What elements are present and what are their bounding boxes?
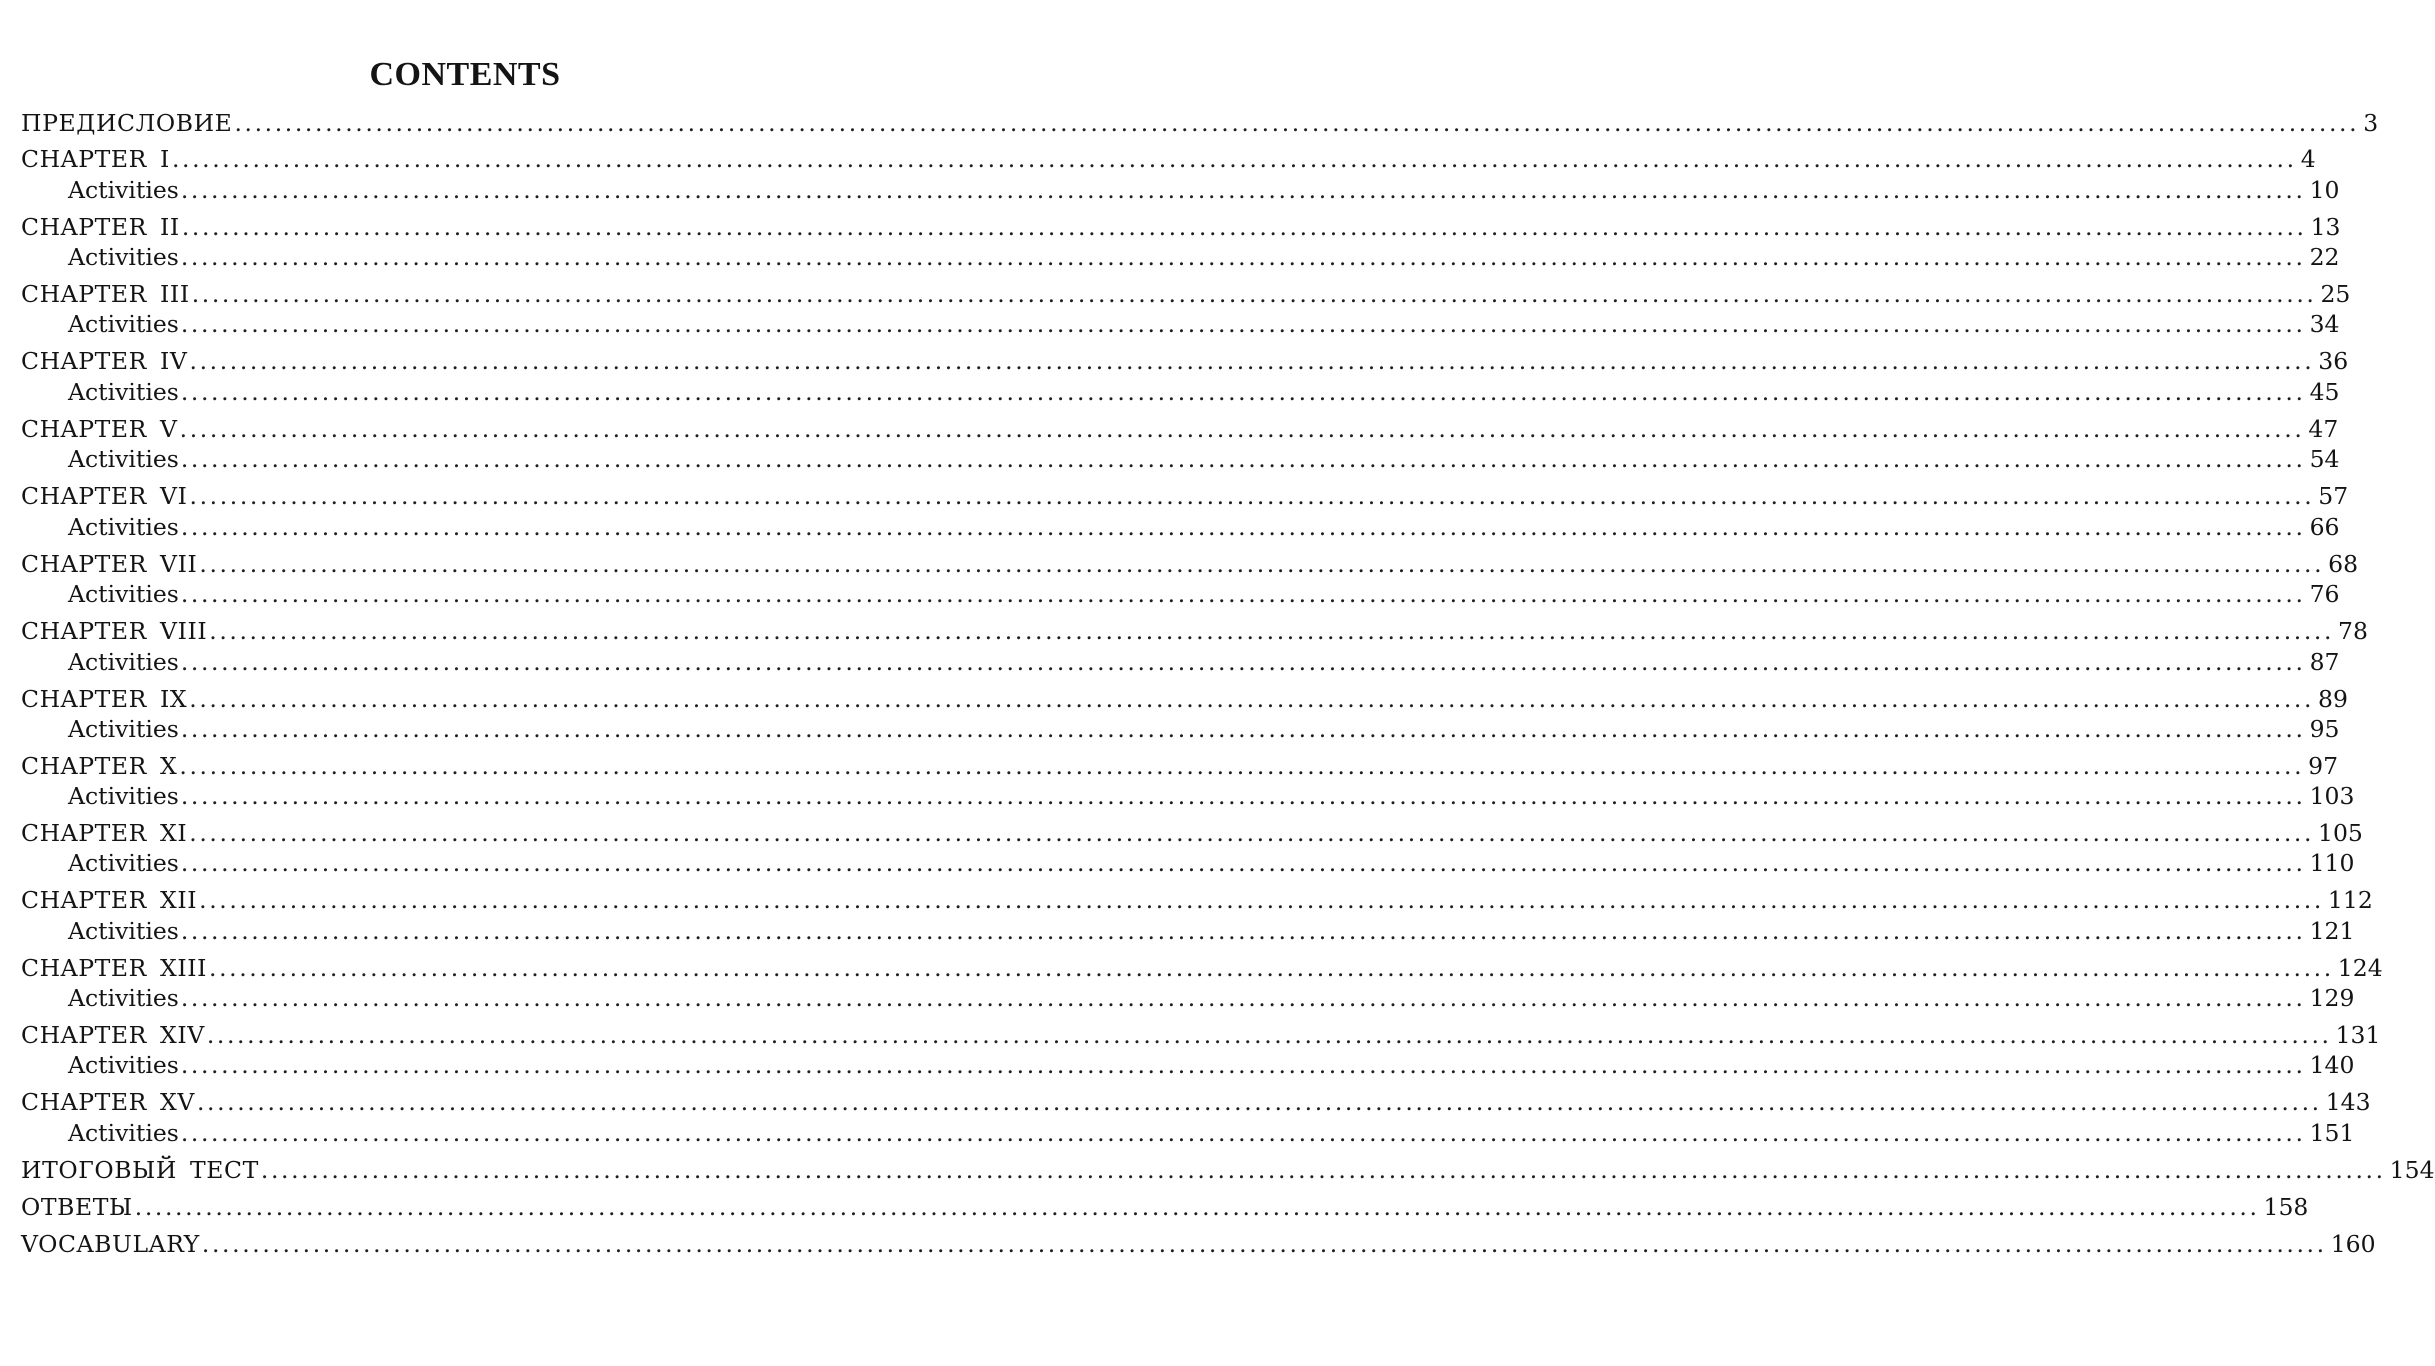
toc-entry-label: Activities xyxy=(68,580,179,608)
toc-entry[interactable] xyxy=(21,143,2316,175)
dot-leader: ................................................................................................................................................................................................................... xyxy=(180,715,2306,743)
toc-entry-label: ИТОГОВЫЙ ТЕСТ xyxy=(21,1156,259,1184)
toc-entry-page-number: 140 xyxy=(2309,1051,2355,1079)
toc-entry-label: ПРЕДИСЛОВИЕ xyxy=(21,109,233,137)
dot-leader: ................................................................................................................................................................................................................... xyxy=(180,1051,2306,1079)
toc-entry-page-number: 160 xyxy=(2330,1230,2376,1258)
toc-entry-label: CHAPTER V xyxy=(21,415,178,443)
toc-entry-activities[interactable] xyxy=(68,443,2340,475)
dot-leader: ................................................................................................................................................................................................................... xyxy=(209,617,2335,645)
toc-entry-label: Activities xyxy=(68,1119,179,1147)
dot-leader: ................................................................................................................................................................................................................... xyxy=(199,550,2325,578)
dot-leader: ................................................................................................................................................................................................................... xyxy=(180,513,2306,541)
toc-entry-page-number: 4 xyxy=(2300,145,2316,173)
dot-leader: ................................................................................................................................................................................................................... xyxy=(179,415,2305,443)
toc-entry-label: Activities xyxy=(68,243,179,271)
toc-entry-page-number: 89 xyxy=(2318,685,2348,713)
toc-entry[interactable] xyxy=(21,211,2341,243)
toc-entry-label: Activities xyxy=(68,378,179,406)
toc-entry-page-number: 87 xyxy=(2309,648,2340,676)
toc-entry-page-number: 22 xyxy=(2309,243,2340,271)
toc-entry-page-number: 3 xyxy=(2363,109,2379,137)
toc-entry-label: CHAPTER III xyxy=(21,280,190,308)
toc-entry[interactable] xyxy=(21,817,2363,849)
toc-entry-page-number: 151 xyxy=(2309,1119,2355,1147)
toc-entry-page-number: 34 xyxy=(2309,310,2340,338)
toc-entry[interactable] xyxy=(21,884,2373,916)
toc-entry-page-number: 47 xyxy=(2308,415,2339,443)
toc-entry-activities[interactable] xyxy=(68,780,2355,812)
toc-entry-label: CHAPTER XV xyxy=(21,1088,195,1116)
toc-entry-page-number: 54 xyxy=(2309,445,2340,473)
toc-entry-activities[interactable] xyxy=(68,174,2340,206)
toc-entry-page-number: 97 xyxy=(2308,752,2339,780)
toc-entry-label: Activities xyxy=(68,445,179,473)
toc-entry-page-number: 124 xyxy=(2337,954,2383,982)
toc-entry-activities[interactable] xyxy=(68,308,2340,340)
dot-leader: ................................................................................................................................................................................................................... xyxy=(189,685,2315,713)
toc-entry-page-number: 36 xyxy=(2318,347,2349,375)
toc-entry[interactable] xyxy=(21,413,2339,445)
toc-entry-label: Activities xyxy=(68,849,179,877)
toc-entry-page-number: 13 xyxy=(2310,213,2341,241)
dot-leader: ................................................................................................................................................................................................................... xyxy=(260,1156,2386,1184)
toc-entry[interactable] xyxy=(21,1019,2381,1051)
toc-entry-label: CHAPTER XIV xyxy=(21,1021,205,1049)
dot-leader: ................................................................................................................................................................................................................... xyxy=(189,347,2315,375)
dot-leader: ................................................................................................................................................................................................................... xyxy=(180,1119,2306,1147)
dot-leader: ................................................................................................................................................................................................................... xyxy=(180,445,2306,473)
dot-leader: ................................................................................................................................................................................................................... xyxy=(180,782,2306,810)
dot-leader: ................................................................................................................................................................................................................... xyxy=(180,648,2306,676)
toc-entry-label: CHAPTER VII xyxy=(21,550,198,578)
toc-entry[interactable] xyxy=(21,278,2351,310)
dot-leader: ................................................................................................................................................................................................................... xyxy=(209,954,2334,982)
toc-entry-label: Activities xyxy=(68,715,179,743)
toc-entry-label: CHAPTER XII xyxy=(21,886,198,914)
toc-entry-label: ОТВЕТЫ xyxy=(21,1193,133,1221)
toc-entry-page-number: 10 xyxy=(2309,176,2340,204)
dot-leader: ................................................................................................................................................................................................................... xyxy=(189,819,2315,847)
toc-entry-activities[interactable] xyxy=(68,713,2340,745)
toc-entry-label: CHAPTER X xyxy=(21,752,178,780)
toc-entry-label: Activities xyxy=(68,917,179,945)
toc-entry[interactable] xyxy=(21,615,2368,647)
toc-entry-label: CHAPTER XIII xyxy=(21,954,208,982)
toc-entry-activities[interactable] xyxy=(68,1049,2355,1081)
dot-leader: ................................................................................................................................................................................................................... xyxy=(180,176,2306,204)
dot-leader: ................................................................................................................................................................................................................... xyxy=(189,482,2315,510)
toc-entry-page-number: 25 xyxy=(2320,280,2351,308)
toc-entry-page-number: 103 xyxy=(2309,782,2355,810)
dot-leader: ................................................................................................................................................................................................................... xyxy=(191,280,2317,308)
dot-leader: ................................................................................................................................................................................................................... xyxy=(234,109,2360,137)
toc-entry-activities[interactable] xyxy=(68,376,2340,408)
toc-entry-activities[interactable] xyxy=(68,847,2355,879)
toc-entry-label: Activities xyxy=(68,984,179,1012)
dot-leader: ................................................................................................................................................................................................................... xyxy=(180,984,2306,1012)
dot-leader: ................................................................................................................................................................................................................... xyxy=(180,243,2306,271)
toc-entry-page-number: 129 xyxy=(2309,984,2355,1012)
dot-leader: ................................................................................................................................................................................................................... xyxy=(179,752,2305,780)
toc-entry-label: Activities xyxy=(68,310,179,338)
toc-entry-page-number: 68 xyxy=(2328,550,2359,578)
dot-leader: ................................................................................................................................................................................................................... xyxy=(180,849,2306,877)
page-title: CONTENTS xyxy=(369,56,561,93)
toc-entry[interactable] xyxy=(21,107,2379,139)
toc-entry-label: Activities xyxy=(68,176,179,204)
dot-leader: ................................................................................................................................................................................................................... xyxy=(206,1021,2332,1049)
toc-entry-activities[interactable] xyxy=(68,915,2355,947)
toc-entry[interactable] xyxy=(21,952,2383,984)
toc-entry-page-number: 78 xyxy=(2338,617,2368,645)
toc-entry-page-number: 143 xyxy=(2325,1088,2371,1116)
toc-entry-page-number: 154 xyxy=(2389,1156,2435,1184)
toc-entry-label: Activities xyxy=(68,782,179,810)
dot-leader: ................................................................................................................................................................................................................... xyxy=(201,1230,2327,1258)
toc-entry-page-number: 57 xyxy=(2318,482,2349,510)
toc-entry-page-number: 76 xyxy=(2309,580,2340,608)
toc-entry-page-number: 121 xyxy=(2309,917,2355,945)
dot-leader: ................................................................................................................................................................................................................... xyxy=(199,886,2324,914)
dot-leader: ................................................................................................................................................................................................................... xyxy=(180,580,2306,608)
toc-entry-label: CHAPTER VI xyxy=(21,482,188,510)
toc-entry-activities[interactable] xyxy=(68,578,2340,610)
toc-entry[interactable] xyxy=(21,683,2348,715)
toc-entry-label: CHAPTER IV xyxy=(21,347,188,375)
toc-entry-page-number: 110 xyxy=(2309,849,2355,877)
toc-entry-activities[interactable] xyxy=(68,646,2340,678)
toc-entry[interactable] xyxy=(21,345,2349,377)
toc-entry[interactable] xyxy=(21,1228,2376,1260)
dot-leader: ................................................................................................................................................................................................................... xyxy=(181,213,2307,241)
dot-leader: ................................................................................................................................................................................................................... xyxy=(134,1193,2260,1221)
toc-entry[interactable] xyxy=(21,480,2349,512)
toc-entry[interactable] xyxy=(21,1086,2371,1118)
toc-entry-label: CHAPTER I xyxy=(21,145,170,173)
toc-entry-activities[interactable] xyxy=(68,241,2340,273)
dot-leader: ................................................................................................................................................................................................................... xyxy=(196,1088,2322,1116)
toc-entry-page-number: 95 xyxy=(2309,715,2340,743)
toc-entry[interactable] xyxy=(21,548,2359,580)
toc-entry-label: CHAPTER IX xyxy=(21,685,188,713)
toc-entry-page-number: 112 xyxy=(2327,886,2373,914)
toc-entry-label: CHAPTER II xyxy=(21,213,180,241)
toc-entry-page-number: 131 xyxy=(2335,1021,2381,1049)
toc-entry[interactable] xyxy=(21,750,2339,782)
dot-leader: ................................................................................................................................................................................................................... xyxy=(171,145,2297,173)
toc-entry-page-number: 45 xyxy=(2309,378,2340,406)
toc-entry-label: VOCABULARY xyxy=(21,1230,200,1258)
toc-entry-label: Activities xyxy=(68,513,179,541)
toc-entry-activities[interactable] xyxy=(68,511,2340,543)
toc-entry-page-number: 105 xyxy=(2318,819,2363,847)
toc-entry-label: CHAPTER XI xyxy=(21,819,188,847)
toc-entry[interactable] xyxy=(21,1154,2435,1186)
toc-entry-page-number: 158 xyxy=(2263,1193,2309,1221)
toc-entry-label: CHAPTER VIII xyxy=(21,617,208,645)
dot-leader: ................................................................................................................................................................................................................... xyxy=(180,310,2306,338)
toc-entry-label: Activities xyxy=(68,648,179,676)
dot-leader: ................................................................................................................................................................................................................... xyxy=(180,378,2306,406)
toc-entry[interactable] xyxy=(21,1191,2309,1223)
toc-entry-page-number: 66 xyxy=(2309,513,2340,541)
toc-entry-activities[interactable] xyxy=(68,1117,2355,1149)
toc-entry-label: Activities xyxy=(68,1051,179,1079)
dot-leader: ................................................................................................................................................................................................................... xyxy=(180,917,2306,945)
toc-entry-activities[interactable] xyxy=(68,982,2355,1014)
